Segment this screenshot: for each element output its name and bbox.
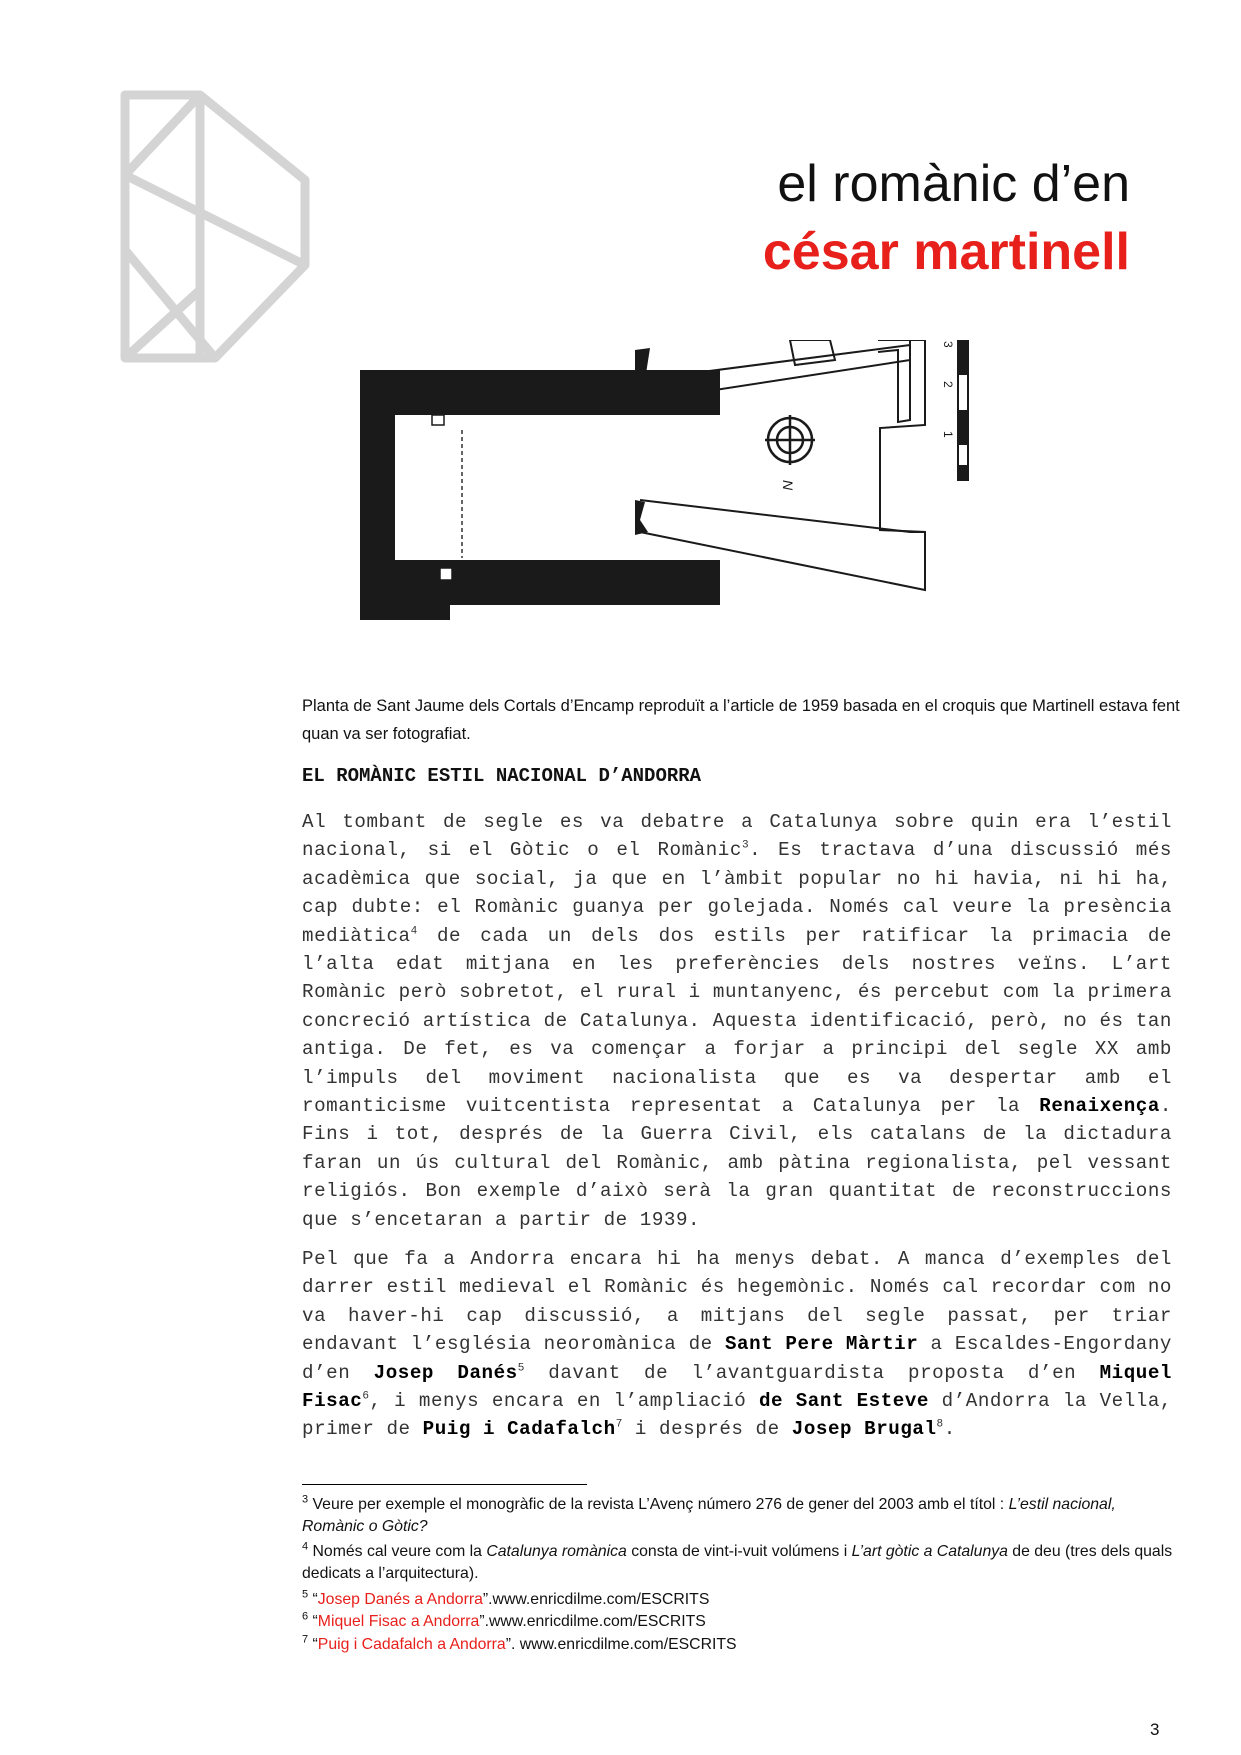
footnote-6: $^6$ “Miquel Fisac a Andorra”.www.enricdilme.com/ESCRITS: [302, 1610, 706, 1630]
footnote-ref-5[interactable]: 5: [517, 1362, 525, 1375]
footnote-3: $^3$ Veure per exemple el monogràfic de la revista L’Avenç número 276 de gener del 2003 amb el títol : L’estil nacional, Romànic o Gòtic?: [302, 1493, 1116, 1535]
scale-bar: [958, 340, 968, 480]
footnote-ref-8[interactable]: 8: [936, 1419, 944, 1432]
footnote-7: $^7$ “Puig i Cadafalch a Andorra”. www.enricdilme.com/ESCRITS: [302, 1633, 737, 1653]
footnote-ref-4[interactable]: 4: [410, 925, 418, 938]
scale-label-2: 2: [941, 381, 955, 388]
page-number: 3: [1150, 1720, 1160, 1739]
link-puig-cadafalch[interactable]: Puig i Cadafalch a Andorra: [317, 1636, 506, 1653]
plan-wall-east: [880, 340, 925, 580]
body-paragraph-2: Pel que fa a Andorra encara hi ha menys debat. A manca d’exemples del darrer estil medieval el Romànic és hegemònic. Només cal recordar com no va haver-hi cap discussió, a mitjans del segle passat, per triar endavant l’església neoromànica de Sant Pere Màrtir a Escaldes-Engordany d’en Josep Danés$^5$ davant de l’avantguardista proposta d’en Miquel Fisac$^6$, i menys encara en l’ampliació de Sant Esteve d’Andorra la Vella, primer de Puig i Cadafalch$^7$ i després de Josep Brugal$^8$.: [302, 1248, 1173, 1441]
plan-wall-apse: [360, 370, 720, 620]
body-paragraph-1: Al tombant de segle es va debatre a Catalunya sobre quin era l’estil nacional, si el Gòtic o el Romànic$^3$. Es tractava d’una discussió més acadèmica que social, ja que en l’àmbit popular no hi havia, ni hi ha, cap dubte: el Romànic guanya per golejada. Només cal veure la presència mediàtica$^4$ de cada un dels dos estils per ratificar la primacia de l’alta edat mitjana en les preferències dels nostres veïns. L’art Romànic però sobretot, el rural i muntanyenc, és percebut com la primera concreció artística de Catalunya. Aquesta identificació, però, no és tan antiga. De fet, es va començar a forjar a principi del segle XX amb l’impuls del moviment nacionalista que es va despertar amb el romanticisme vuitcentista representat a Catalunya per la Renaixença. Fins i tot, després de la Guerra Civil, els catalans de la dictadura faran un ús cultural del Romànic, amb pàtina regionalista, pel vessant religiós. Bon exemple d’això serà la gran quantitat de reconstruccions que s’encetaran a partir de 1939.: [302, 811, 1172, 1231]
scale-label-1: 1: [941, 431, 955, 438]
link-miquel-fisac[interactable]: Miquel Fisac a Andorra: [317, 1613, 480, 1630]
footnote-divider: [302, 1484, 587, 1485]
term-renaixenca: Renaixença: [1039, 1095, 1160, 1118]
logo-mark: [120, 90, 310, 364]
footnote-5: $^5$ “Josep Danés a Andorra”.www.enricdilme.com/ESCRITS: [302, 1588, 710, 1608]
north-label: N: [780, 480, 796, 491]
floor-plan-figure: [350, 340, 1070, 650]
doc-title-line2: césar martinell: [762, 223, 1130, 281]
footnote-ref-3[interactable]: 3: [741, 840, 750, 853]
doc-title-line1: el romànic d’en: [777, 155, 1130, 213]
footnote-ref-7[interactable]: 7: [615, 1419, 623, 1432]
footnote-4: $^4$ Només cal veure com la Catalunya romànica consta de vint-i-vuit volúmens i L’art gòtic a Catalunya de deu (tres dels quals dedicats a l’arquitectura).: [302, 1540, 1173, 1582]
scale-label-3: 3: [941, 341, 955, 348]
link-josep-danes[interactable]: Josep Danés a Andorra: [317, 1591, 483, 1608]
section-heading: EL ROMÀNIC ESTIL NACIONAL D’ANDORRA: [302, 765, 702, 787]
footnote-ref-6[interactable]: 6: [362, 1390, 370, 1403]
figure-caption: Planta de Sant Jaume dels Cortals d’Encamp reproduït a l’article de 1959 basada en el croquis que Martinell estava fent quan va ser fotografiat.: [302, 697, 1180, 743]
north-arrow-icon: [765, 415, 815, 465]
